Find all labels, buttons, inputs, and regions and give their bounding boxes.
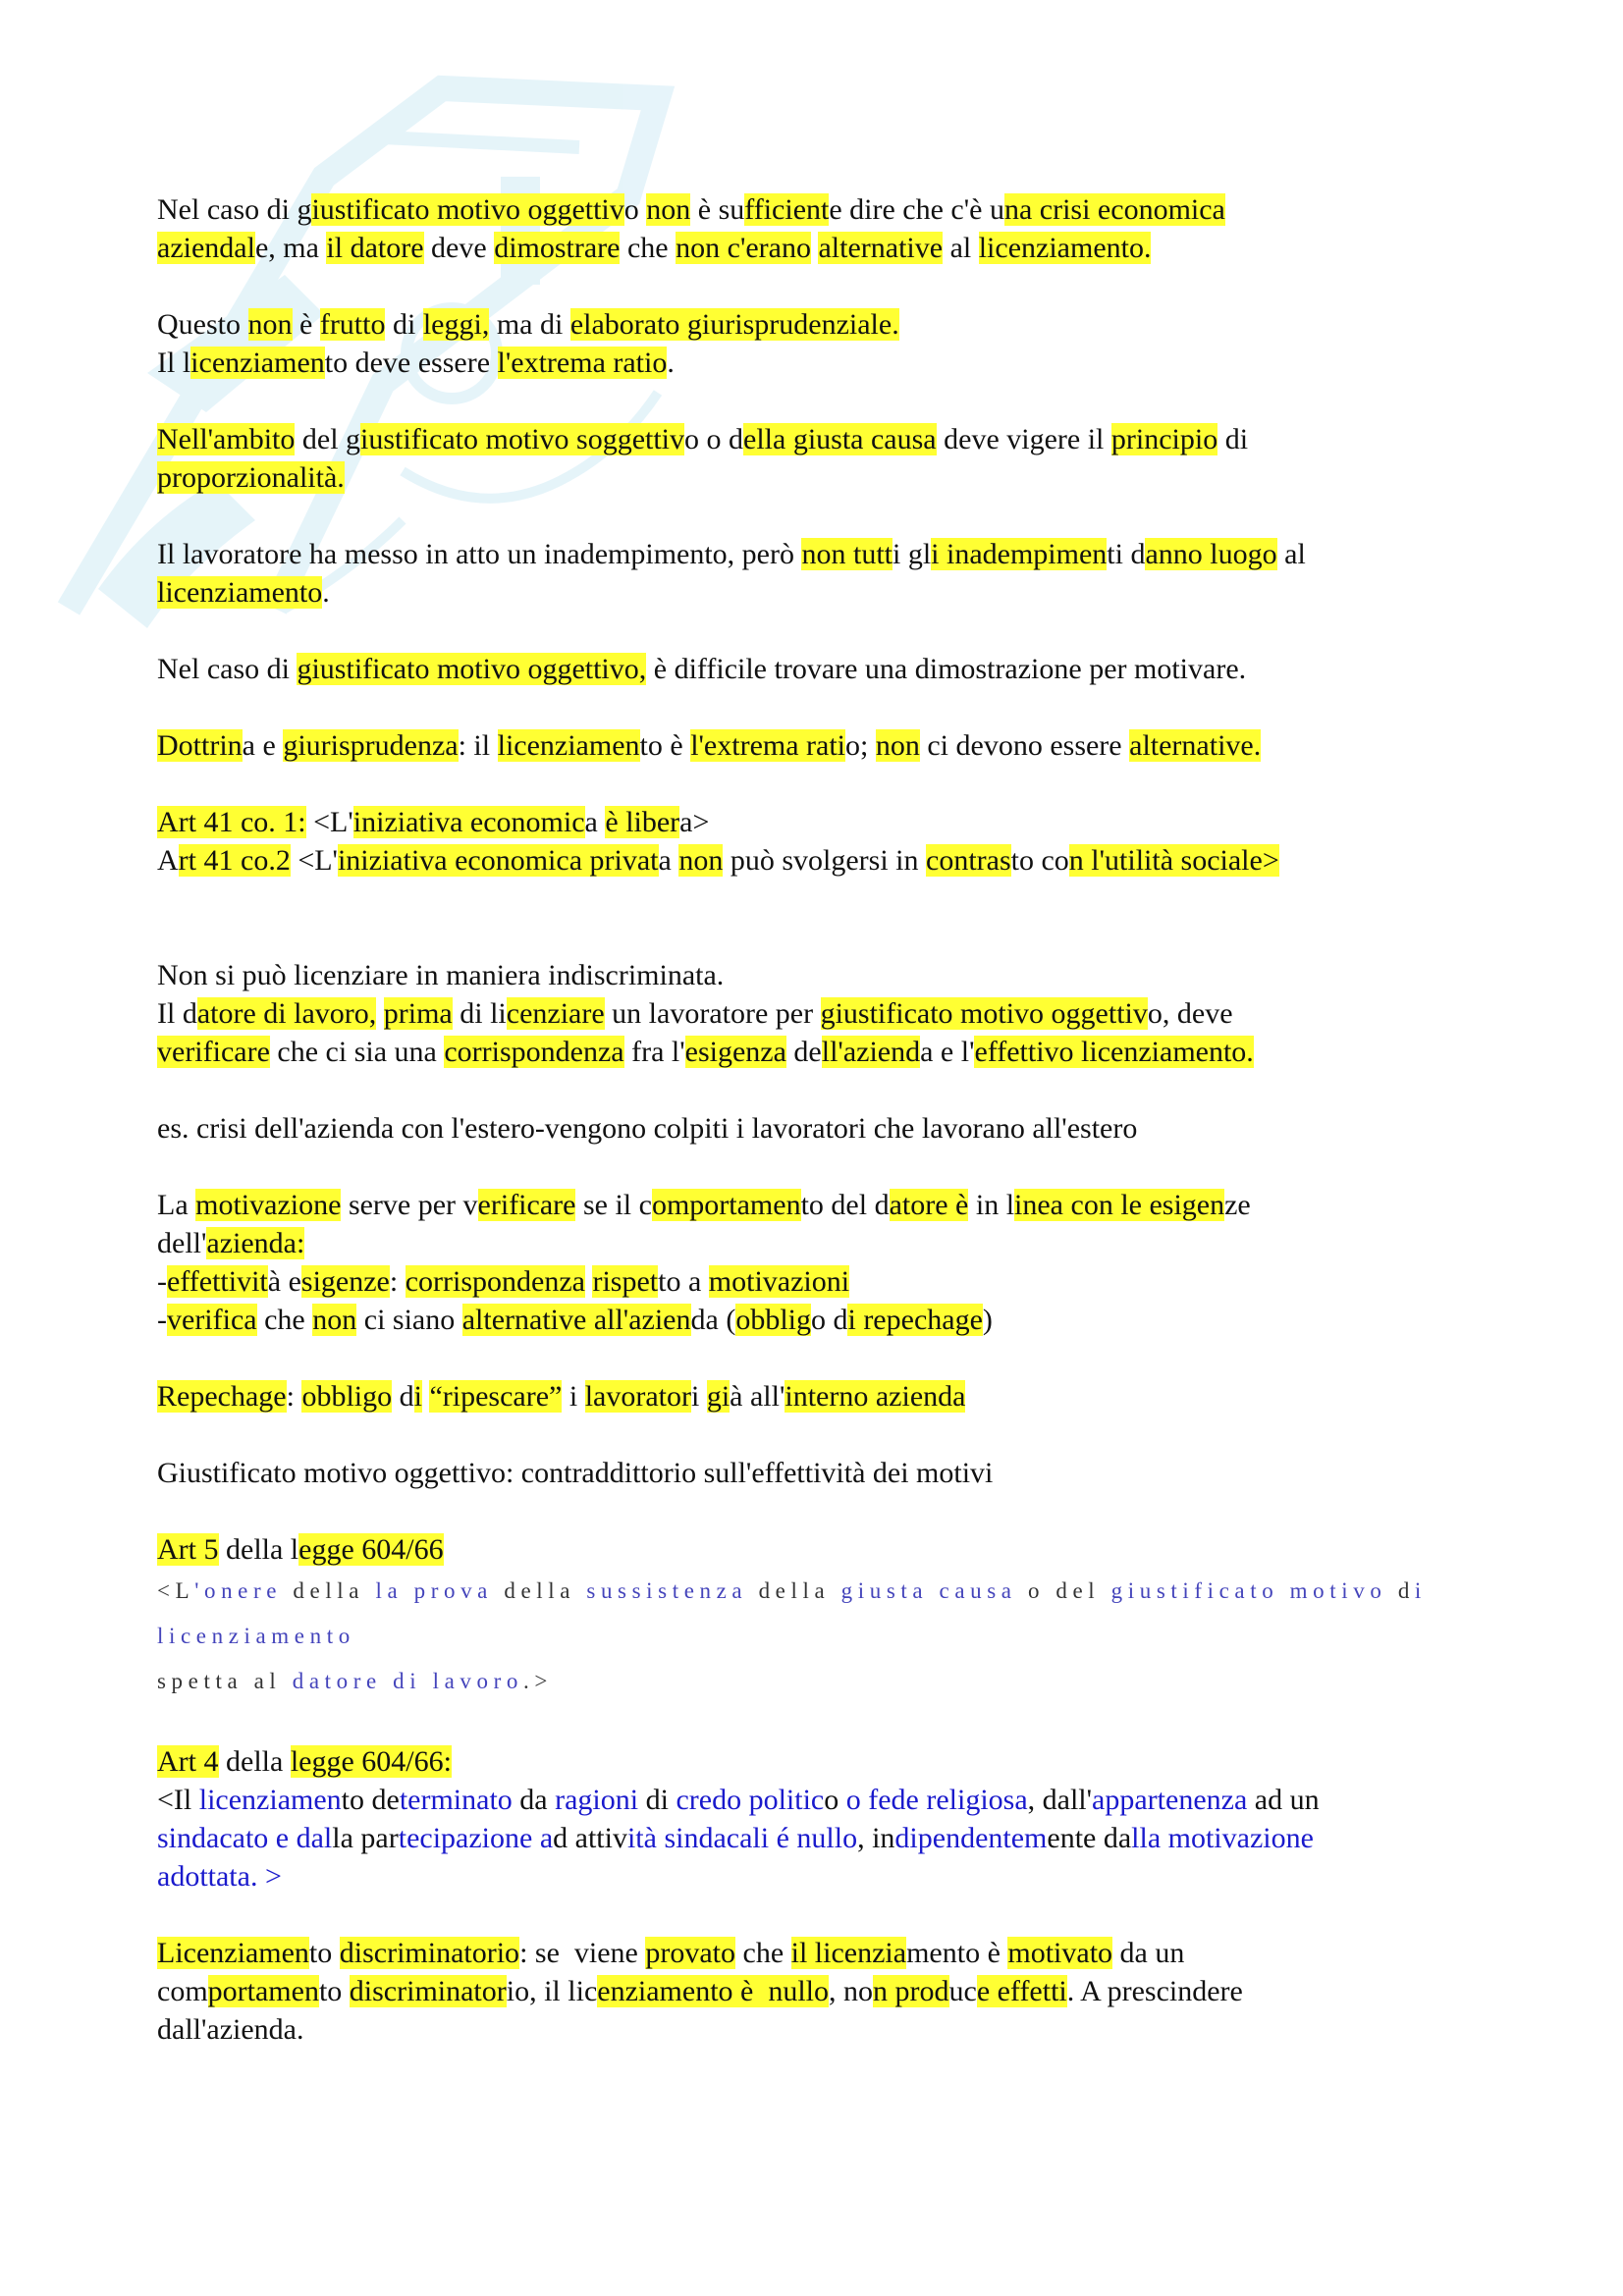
highlighted-text: obbligo	[301, 1380, 393, 1413]
text-line	[157, 1301, 1473, 1339]
text-segment: à all'	[730, 1380, 785, 1413]
text-segment	[376, 997, 384, 1030]
text-segment: di	[1217, 423, 1249, 455]
text-segment: o	[824, 1784, 846, 1816]
paragraph	[157, 1934, 1473, 2049]
text-segment: al	[943, 232, 979, 264]
highlighted-text: atore è	[889, 1189, 969, 1221]
highlighted-text: motivato	[1007, 1937, 1113, 1969]
text-segment: da un	[1112, 1937, 1185, 1969]
text-segment: :	[286, 1380, 302, 1413]
law-quote-text: sindacato e dal	[157, 1822, 333, 1854]
paragraph	[157, 956, 1473, 1071]
law-quote-text: tecipazione a	[398, 1822, 554, 1854]
highlighted-text: non	[875, 729, 920, 762]
text-segment: ma di	[489, 308, 570, 341]
text-segment: a	[584, 806, 606, 838]
highlighted-text: leggi,	[422, 308, 490, 341]
highlighted-text: elaborato giurisprudenziale.	[569, 308, 899, 341]
highlighted-text: interno azienda	[784, 1380, 966, 1413]
text-segment: d attiv	[553, 1822, 627, 1854]
highlighted-text: fficient	[744, 193, 830, 226]
text-segment: ci siano	[356, 1304, 462, 1336]
text-segment: deve	[423, 232, 495, 264]
text-segment: dell'	[157, 1227, 207, 1259]
highlighted-text: giurisprudenza	[283, 729, 459, 762]
text-line	[157, 956, 1473, 994]
text-segment: di	[385, 308, 423, 341]
law-quote-text: terminato	[399, 1784, 513, 1816]
text-segment: to è	[639, 729, 691, 762]
text-segment: e dire che c'è u	[829, 193, 1004, 226]
highlighted-text: sigenze	[300, 1265, 390, 1298]
text-segment: .>	[522, 1669, 553, 1693]
text-segment: to a	[658, 1265, 709, 1298]
text-line	[157, 1530, 1473, 1569]
paragraph	[157, 1530, 1473, 1704]
highlighted-text: enziamento è nullo	[597, 1975, 830, 2007]
law-quote-text: appartenenza	[1092, 1784, 1248, 1816]
highlighted-text: inea con le esigen	[1014, 1189, 1225, 1221]
highlighted-text: Art 4	[157, 1745, 219, 1778]
text-segment: in l	[968, 1189, 1015, 1221]
highlighted-text: provato	[645, 1937, 735, 1969]
paragraph	[157, 305, 1473, 382]
law-quote-text: dipendentem	[894, 1822, 1048, 1854]
text-segment: to	[318, 1975, 350, 2007]
highlighted-text: i inadempimen	[931, 538, 1108, 570]
text-segment: com	[157, 1975, 208, 2007]
text-line	[157, 1781, 1473, 1819]
text-segment: a>	[679, 806, 710, 838]
text-segment: di li	[452, 997, 507, 1030]
text-segment: a e l'	[920, 1036, 975, 1068]
text-segment: <L	[157, 1578, 195, 1603]
text-segment: o, deve	[1147, 997, 1233, 1030]
text-segment: che	[735, 1937, 791, 1969]
text-segment: <L'	[305, 806, 353, 838]
text-line	[157, 1262, 1473, 1301]
highlighted-text: erificare	[477, 1189, 576, 1221]
highlighted-text: “ripescare”	[429, 1380, 563, 1413]
paragraph	[157, 1377, 1473, 1415]
highlighted-text: non	[247, 308, 293, 341]
highlighted-text: contras	[926, 844, 1011, 877]
text-segment: che ci sia una	[269, 1036, 445, 1068]
text-line	[157, 1972, 1473, 2010]
text-line	[157, 2010, 1473, 2049]
text-segment: della l	[218, 1533, 299, 1566]
highlighted-text: alternative all'azien	[461, 1304, 691, 1336]
text-segment: a e	[242, 729, 284, 762]
text-segment: :	[389, 1265, 406, 1298]
highlighted-text: iniziativa economic	[352, 806, 585, 838]
highlighted-text: il licenzia	[790, 1937, 907, 1969]
highlighted-text: corrispondenza	[405, 1265, 585, 1298]
text-segment: Il d	[157, 997, 197, 1030]
text-segment: da (	[690, 1304, 736, 1336]
highlighted-text: frutto	[319, 308, 386, 341]
text-segment: al	[1276, 538, 1306, 570]
text-segment: i	[562, 1380, 585, 1413]
text-segment: , dall'	[1027, 1784, 1093, 1816]
text-segment: d	[392, 1380, 414, 1413]
text-segment: ad un	[1247, 1784, 1320, 1816]
law-quote-text: lla motivazione	[1131, 1822, 1314, 1854]
text-line	[157, 573, 1473, 612]
text-segment: se il c	[575, 1189, 652, 1221]
text-segment: è difficile trovare una dimostrazione per motivare.	[646, 653, 1247, 685]
text-segment: è su	[690, 193, 745, 226]
text-segment: <Il	[157, 1784, 199, 1816]
highlighted-text: proporzionalità.	[157, 461, 345, 494]
highlighted-text: iustificato motivo soggettiv	[360, 423, 685, 455]
text-line	[157, 1109, 1473, 1148]
text-segment: o	[623, 193, 647, 226]
highlighted-text: i	[413, 1380, 422, 1413]
text-segment: to co	[1010, 844, 1069, 877]
text-line	[157, 841, 1473, 880]
text-segment: Il l	[157, 347, 191, 379]
highlighted-text: aziendal	[157, 232, 255, 264]
text-segment: ti d	[1107, 538, 1146, 570]
highlighted-text: il datore	[326, 232, 424, 264]
text-segment: , no	[829, 1975, 874, 2007]
text-line	[157, 726, 1473, 765]
text-segment: . A prescindere	[1066, 1975, 1243, 2007]
text-segment: to de	[341, 1784, 400, 1816]
text-segment: della	[493, 1578, 587, 1603]
text-segment: i	[690, 1380, 707, 1413]
text-segment: Giustificato motivo oggettivo: contraddittorio sull'effettività dei motivi	[157, 1457, 994, 1489]
text-segment: Nel caso di g	[157, 193, 312, 226]
text-segment: serve per v	[341, 1189, 478, 1221]
highlighted-text: principio	[1110, 423, 1218, 455]
text-segment: uc	[948, 1975, 977, 2007]
document-body	[157, 190, 1473, 2087]
highlighted-text: effettivit	[167, 1265, 268, 1298]
highlighted-text: alternative	[818, 232, 944, 264]
text-line	[157, 1934, 1473, 1972]
highlighted-text: non tutt	[801, 538, 893, 570]
paragraph	[157, 1742, 1473, 1896]
highlighted-text: Nell'ambito	[157, 423, 296, 455]
text-segment: -	[157, 1265, 167, 1298]
text-segment: .	[322, 576, 330, 609]
highlighted-text: licenziamen	[497, 729, 640, 762]
law-quote-text: giustificato motivo	[1110, 1578, 1387, 1603]
highlighted-text: na crisi economica	[1003, 193, 1225, 226]
text-segment: Nel caso di	[157, 653, 298, 685]
highlighted-text: non	[678, 844, 724, 877]
text-segment: deve vigere il	[936, 423, 1111, 455]
text-segment: o;	[845, 729, 876, 762]
law-quote-text: i licenziamento	[157, 1578, 1438, 1648]
paragraph	[157, 535, 1473, 612]
highlighted-text: omportamen	[651, 1189, 801, 1221]
law-quote-text: 'onere	[194, 1578, 283, 1603]
text-segment: to del d	[800, 1189, 890, 1221]
highlighted-text: corrispondenza	[444, 1036, 624, 1068]
text-segment: che	[620, 232, 676, 264]
paragraph	[157, 1454, 1473, 1492]
highlighted-text: verificare	[157, 1036, 270, 1068]
highlighted-text: n prod	[873, 1975, 949, 2007]
text-line	[157, 305, 1473, 344]
law-quote-text: credo politic	[676, 1784, 825, 1816]
text-segment: La	[157, 1189, 196, 1221]
text-line	[157, 1454, 1473, 1492]
text-segment: to	[308, 1937, 340, 1969]
paragraph	[157, 650, 1473, 688]
text-segment: e, ma	[254, 232, 327, 264]
text-line	[157, 1224, 1473, 1262]
text-segment: <L'	[290, 844, 338, 877]
text-segment: che	[256, 1304, 313, 1336]
text-line	[157, 1857, 1473, 1896]
text-segment: dall'azienda.	[157, 2013, 304, 2046]
text-line	[157, 1819, 1473, 1857]
text-segment: fra l'	[623, 1036, 685, 1068]
highlighted-text: dimostrare	[494, 232, 621, 264]
text-line	[157, 1186, 1473, 1224]
text-segment: la par	[332, 1822, 399, 1854]
text-line	[157, 344, 1473, 382]
law-quote-text: licenziamen	[198, 1784, 342, 1816]
highlighted-text: motivazioni	[708, 1265, 850, 1298]
text-segment: d	[1386, 1578, 1415, 1603]
paragraph	[157, 803, 1473, 918]
text-line	[157, 650, 1473, 688]
highlighted-text: n l'utilità sociale>	[1068, 844, 1279, 877]
text-segment: mento è	[906, 1937, 1008, 1969]
text-segment: o d	[810, 1304, 848, 1336]
text-segment: io, il lic	[506, 1975, 598, 2007]
highlighted-text: licenziamento.	[978, 232, 1152, 264]
highlighted-text: portamen	[207, 1975, 319, 2007]
text-segment: è	[292, 308, 320, 341]
paragraph	[157, 1109, 1473, 1148]
text-segment: a	[658, 844, 679, 877]
text-line	[157, 1569, 1473, 1659]
paragraph	[157, 420, 1473, 497]
text-segment: può svolgersi in	[723, 844, 926, 877]
highlighted-text: effettivo licenziamento.	[974, 1036, 1254, 1068]
highlighted-text: Licenziamen	[157, 1937, 309, 1969]
highlighted-text: verifica	[167, 1304, 257, 1336]
highlighted-text: esigenza	[684, 1036, 786, 1068]
highlighted-text: giustificato motivo oggettiv	[820, 997, 1148, 1030]
highlighted-text: è liber	[605, 806, 680, 838]
text-line	[157, 803, 1473, 841]
highlighted-text: icenziamen	[190, 347, 325, 379]
text-line	[157, 458, 1473, 497]
highlighted-text: discriminator	[349, 1975, 507, 2007]
highlighted-text: ella giusta causa	[743, 423, 937, 455]
highlighted-text: egge 604/66	[298, 1533, 444, 1566]
text-segment: A	[157, 844, 179, 877]
highlighted-text: Repechage	[157, 1380, 287, 1413]
law-quote-text: adottata. >	[157, 1860, 282, 1893]
law-quote-text: la prova	[375, 1578, 493, 1603]
text-segment: es. crisi dell'azienda con l'estero-vengono colpiti i lavoratori che lavorano all'estero	[157, 1112, 1138, 1145]
highlighted-text: cenziare	[506, 997, 605, 1030]
text-segment: Questo	[157, 308, 248, 341]
law-quote-text: o fede religiosa	[845, 1784, 1028, 1816]
text-segment: i gl	[893, 538, 932, 570]
highlighted-text: rispet	[592, 1265, 659, 1298]
highlighted-text: anno luogo	[1145, 538, 1277, 570]
highlighted-text: licenziamento	[157, 576, 323, 609]
highlighted-text: lavorator	[584, 1380, 691, 1413]
highlighted-text: motivazione	[195, 1189, 342, 1221]
paragraph	[157, 190, 1473, 267]
text-segment: della	[747, 1578, 841, 1603]
text-segment: )	[982, 1304, 993, 1336]
text-line	[157, 190, 1473, 229]
highlighted-text: iniziativa economica privat	[337, 844, 659, 877]
law-quote-text: giusta causa	[840, 1578, 1017, 1603]
highlighted-text: gi	[706, 1380, 730, 1413]
text-segment: ze	[1224, 1189, 1251, 1221]
text-segment: della	[218, 1745, 291, 1778]
text-segment: della	[282, 1578, 376, 1603]
text-line	[157, 1377, 1473, 1415]
text-segment: da	[512, 1784, 556, 1816]
text-segment: Non si può licenziare in maniera indiscriminata.	[157, 959, 725, 991]
highlighted-text: l'extrema ratio	[497, 347, 668, 379]
text-segment: Il lavoratore ha messo in atto un inadempimento, però	[157, 538, 802, 570]
text-line	[157, 1659, 1473, 1704]
law-quote-text: sussistenza	[586, 1578, 748, 1603]
highlighted-text: rt 41 co.2	[178, 844, 291, 877]
highlighted-text: giustificato motivo oggettivo,	[297, 653, 647, 685]
text-segment: del g	[295, 423, 361, 455]
highlighted-text: ll'aziend	[821, 1036, 921, 1068]
text-segment: , in	[857, 1822, 895, 1854]
highlighted-text: Dottrin	[157, 729, 243, 762]
text-segment: : il	[458, 729, 498, 762]
highlighted-text: prima	[383, 997, 453, 1030]
text-line	[157, 229, 1473, 267]
highlighted-text: non c'erano	[676, 232, 811, 264]
highlighted-text: i repechage	[847, 1304, 983, 1336]
text-segment: .	[667, 347, 675, 379]
highlighted-text: Art 5	[157, 1533, 219, 1566]
law-quote-text: datore di lavoro	[292, 1669, 523, 1693]
highlighted-text: e effetti	[976, 1975, 1067, 2007]
text-line	[157, 420, 1473, 458]
highlighted-text: azienda:	[206, 1227, 305, 1259]
text-segment: -	[157, 1304, 167, 1336]
text-segment: à e	[267, 1265, 301, 1298]
text-line	[157, 994, 1473, 1033]
text-line	[157, 880, 1473, 918]
highlighted-text: atore di lavoro,	[196, 997, 377, 1030]
text-segment: di	[638, 1784, 676, 1816]
highlighted-text: non	[312, 1304, 357, 1336]
text-segment: to deve essere	[324, 347, 498, 379]
text-segment: spetta al	[157, 1669, 293, 1693]
highlighted-text: iustificato motivo oggettiv	[311, 193, 624, 226]
paragraph	[157, 726, 1473, 765]
highlighted-text: discriminatorio	[339, 1937, 520, 1969]
highlighted-text: non	[646, 193, 691, 226]
highlighted-text: legge 604/66:	[290, 1745, 452, 1778]
paragraph	[157, 1186, 1473, 1339]
law-quote-text: ità sindacali é nullo	[626, 1822, 858, 1854]
law-quote-text: ragioni	[555, 1784, 639, 1816]
text-segment: de	[785, 1036, 822, 1068]
highlighted-text: alternative.	[1129, 729, 1262, 762]
text-line	[157, 1742, 1473, 1781]
text-segment: o del	[1016, 1578, 1111, 1603]
text-line	[157, 535, 1473, 573]
highlighted-text: obblig	[735, 1304, 811, 1336]
text-segment: o o d	[684, 423, 744, 455]
highlighted-text: l'extrema rati	[690, 729, 846, 762]
text-segment: ente da	[1047, 1822, 1132, 1854]
text-segment: un lavoratore per	[604, 997, 821, 1030]
text-segment: : se viene	[519, 1937, 646, 1969]
text-segment: ci devono essere	[919, 729, 1130, 762]
text-line	[157, 1033, 1473, 1071]
highlighted-text: Art 41 co. 1:	[157, 806, 306, 838]
